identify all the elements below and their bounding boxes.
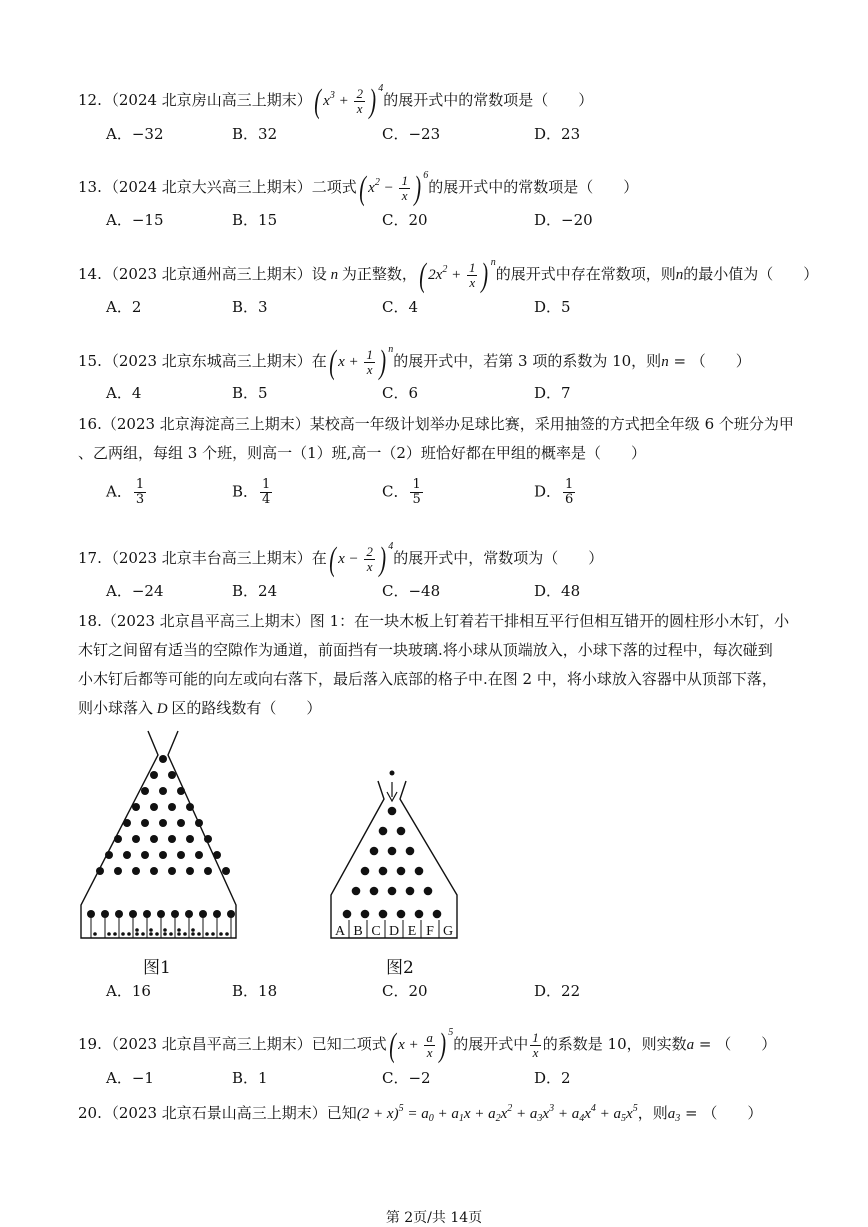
peg (343, 910, 352, 919)
ball (183, 932, 187, 936)
numerator: 1 (135, 477, 145, 492)
peg (388, 807, 397, 816)
ball (93, 932, 97, 936)
fraction (563, 478, 575, 507)
question-line (78, 410, 798, 439)
math-expression: $(2 + x)^5 = a_0 + a_1x + a_2x^2 + a_3x^3 + a_4x^4 + a_5x^5$ (356, 1103, 638, 1124)
options-17 (106, 578, 806, 608)
math-var: n (326, 267, 342, 283)
question-text: （2023 北京海淀高三上期末）某校高一年级计划举办足球比赛，采用抽签的方式把全年级 6 个班分为甲 (101, 415, 794, 433)
peg (204, 867, 212, 875)
options-19 (106, 1065, 806, 1095)
math-expression: ( $2x^2$ + $\frac{1}{x}$ ) $^n$ (419, 256, 496, 294)
option-d[interactable]: D．7 (534, 384, 571, 402)
question-text: 的展开式中，常数项为（ ） (393, 549, 604, 567)
ball (205, 932, 209, 936)
math-var: n (675, 267, 684, 283)
options-12 (106, 121, 806, 151)
question-text: 区的路线数有（ ） (171, 699, 322, 717)
math-expression: ( x + $\frac{a}{x}$ ) $^5$ (389, 1026, 454, 1064)
question-text: （2023 北京昌平高三上期末）图 1：在一块木板上钉着若干排相互平行但相互错开的圆柱形小木钉，小 (101, 612, 790, 630)
option-d[interactable]: D．−20 (534, 211, 593, 229)
option-a[interactable]: A．−1 (106, 1069, 154, 1087)
peg (415, 867, 424, 876)
math-var: $a_3$ (667, 1106, 681, 1124)
option-c[interactable]: C．−2 (382, 1069, 431, 1087)
option-label: D． (534, 482, 562, 501)
question-16 (78, 410, 798, 468)
option-b[interactable]: B．18 (232, 982, 278, 1000)
peg (168, 867, 176, 875)
figure-1-galton-board (81, 731, 236, 938)
option-c[interactable]: C．4 (382, 298, 419, 316)
peg (379, 827, 388, 836)
question-text: 的展开式中的常数项是（ ） (428, 178, 639, 196)
option-d[interactable]: D．23 (534, 125, 581, 143)
question-source: （2023 北京丰台高三上期末）在 (103, 549, 327, 567)
figure-1-caption: 图1 (143, 958, 171, 978)
peg (213, 851, 221, 859)
peg (433, 910, 442, 919)
peg (141, 819, 149, 827)
numerator: 1 (262, 477, 271, 492)
peg (186, 867, 194, 875)
page-footer: 第 2页/共 14页 (385, 1210, 483, 1226)
figure-2-galton-board (331, 771, 457, 940)
ball (141, 932, 145, 936)
question-source: （2024 北京房山高三上期末） (103, 91, 312, 109)
question-15: 15. （2023 北京东城高三上期末）在( x + $\frac{1}{x}$ ) $^n$的展开式中，若第 3 项的系数为 10，则n = （ ） (78, 343, 751, 381)
peg (141, 851, 149, 859)
math-expression: ( x − $\frac{2}{x}$ ) $^4$ (329, 540, 394, 578)
question-number: 12. (78, 91, 102, 109)
option-b[interactable]: B．24 (232, 582, 278, 600)
question-14 (78, 250, 818, 293)
bin-label-G: G (442, 924, 454, 939)
peg (370, 847, 379, 856)
ball (177, 932, 181, 936)
question-number: 16. (78, 415, 102, 433)
question-number: 15. (78, 352, 102, 370)
peg (168, 771, 176, 779)
figure-2-caption: 图2 (386, 958, 414, 978)
question-text: 小木钉后都等可能的向左或向右落下，最后落入底部的格子中.在图 2 中，将小球放入容器中从顶部下落， (78, 670, 777, 688)
fraction (260, 478, 272, 507)
ball (211, 932, 215, 936)
option-label: B． (232, 482, 259, 501)
ball (121, 932, 125, 936)
ball (107, 932, 111, 936)
question-number: 14. (78, 265, 102, 283)
peg (195, 851, 203, 859)
question-number: 20. (78, 1104, 102, 1122)
fraction: $\frac{1}{x}$ (532, 1029, 539, 1060)
peg (186, 835, 194, 843)
numerator: 1 (412, 477, 421, 492)
galton-board-figures (0, 725, 868, 985)
option-a[interactable]: A．4 (106, 384, 142, 402)
options-14 (106, 294, 806, 324)
question-text: 、乙两组，每组 3 个班，则高一（1）班,高一（2）班恰好都在甲组的概率是（ ） (78, 444, 646, 462)
ball (113, 932, 117, 936)
peg (159, 787, 167, 795)
math-var: D (153, 701, 172, 717)
option-c[interactable]: C．6 (382, 384, 419, 402)
peg (424, 887, 433, 896)
question-number: 18. (78, 612, 102, 630)
question-number: 17. (78, 549, 102, 567)
peg (168, 835, 176, 843)
bin-label-F: F (426, 924, 434, 939)
option-d[interactable] (534, 478, 577, 507)
bin-label-C: C (371, 924, 381, 939)
peg (132, 835, 140, 843)
option-b[interactable] (232, 478, 274, 507)
question-text: 的展开式中存在常数项，则 (495, 265, 676, 283)
denominator: 4 (262, 492, 271, 507)
math-expression: ( $x^2$ − $\frac{1}{x}$ ) $^6$ (359, 169, 429, 207)
question-text: 的展开式中的常数项是（ ） (383, 91, 594, 109)
question-18 (78, 607, 798, 724)
peg (150, 771, 158, 779)
question-source: （2024 北京大兴高三上期末）二项式 (103, 178, 357, 196)
peg (186, 803, 194, 811)
ball (163, 932, 167, 936)
ball (197, 932, 201, 936)
peg (132, 803, 140, 811)
peg (123, 851, 131, 859)
option-c[interactable]: C．20 (382, 211, 428, 229)
peg (123, 819, 131, 827)
peg (352, 887, 361, 896)
board-outline (81, 731, 236, 938)
option-label: C． (382, 482, 409, 501)
question-text: （ ） (702, 1104, 763, 1122)
option-d[interactable]: D．22 (534, 982, 581, 1000)
option-b[interactable]: B．15 (232, 211, 278, 229)
fraction (134, 478, 146, 507)
question-source: （2023 北京昌平高三上期末）已知二项式 (103, 1035, 387, 1053)
peg (379, 867, 388, 876)
peg (114, 867, 122, 875)
question-line (78, 607, 798, 636)
peg (397, 827, 406, 836)
options-16 (106, 478, 806, 518)
peg (150, 867, 158, 875)
question-source: （2023 北京通州高三上期末）设 (103, 265, 327, 283)
option-a[interactable] (106, 478, 148, 507)
question-17 (78, 534, 603, 577)
question-line (78, 694, 798, 724)
option-label: A． (106, 482, 132, 501)
peg (114, 835, 122, 843)
peg (397, 910, 406, 919)
bin-label-A: A (334, 924, 346, 939)
ball (390, 771, 395, 776)
peg (159, 851, 167, 859)
ball (135, 932, 139, 936)
option-c[interactable] (382, 478, 425, 507)
ball (149, 932, 153, 936)
question-text: 木钉之间留有适当的空隙作为通道，前面挡有一块玻璃.将小球从顶端放入，小球下落的过程中，每次碰到 (78, 641, 773, 659)
peg (150, 803, 158, 811)
option-d[interactable]: D．5 (534, 298, 571, 316)
option-b[interactable]: B．32 (232, 125, 278, 143)
question-source: （2023 北京石景山高三上期末）已知 (103, 1104, 357, 1122)
fraction (410, 478, 422, 507)
question-text: 的展开式中，若第 3 项的系数为 10，则 (393, 352, 662, 370)
option-a[interactable]: A．2 (106, 298, 142, 316)
denominator: 3 (135, 492, 145, 507)
bin-label-B: B (353, 924, 363, 939)
ball (177, 928, 181, 932)
peg (204, 835, 212, 843)
denominator: 5 (412, 492, 421, 507)
peg (195, 819, 203, 827)
peg (132, 867, 140, 875)
peg (415, 910, 424, 919)
peg (141, 787, 149, 795)
question-number: 19. (78, 1035, 102, 1053)
option-b[interactable]: B．3 (232, 298, 268, 316)
numerator: 1 (565, 477, 574, 492)
option-a[interactable]: A．16 (106, 982, 151, 1000)
bin-label-E: E (407, 924, 417, 939)
question-text: 的最小值为（ ） (683, 265, 819, 283)
ball (191, 932, 195, 936)
option-a[interactable]: A．−15 (106, 211, 164, 229)
question-text: 则小球落入 (78, 699, 154, 717)
question-19: 19. （2023 北京昌平高三上期末）已知二项式( x + $\frac{a}{x}$ ) $^5$的展开式中 $\frac{1}{x}$ 的系数是 10，则实数a = （ ） (78, 1026, 777, 1064)
math-var: a (686, 1037, 695, 1053)
peg (159, 819, 167, 827)
option-a[interactable]: A．−24 (106, 582, 164, 600)
peg (361, 867, 370, 876)
option-c[interactable]: C．−23 (382, 125, 441, 143)
peg (222, 867, 230, 875)
peg (406, 847, 415, 856)
option-a[interactable]: A．−32 (106, 125, 164, 143)
peg (159, 755, 167, 763)
peg (177, 851, 185, 859)
math-expression: ( x + $\frac{1}{x}$ ) $^n$ (329, 343, 394, 381)
ball (219, 932, 223, 936)
peg (379, 910, 388, 919)
peg (177, 819, 185, 827)
peg (388, 887, 397, 896)
option-c[interactable]: C．20 (382, 982, 428, 1000)
bin-label-D: D (388, 924, 400, 939)
ball (225, 932, 229, 936)
peg (388, 847, 397, 856)
peg (177, 787, 185, 795)
question-text: 的系数是 10，则实数 (542, 1035, 687, 1053)
question-text: 为正整数， (341, 265, 417, 283)
ball (191, 928, 195, 932)
ball (127, 932, 131, 936)
option-b[interactable]: B．1 (232, 1069, 268, 1087)
ball (155, 932, 159, 936)
ball (169, 932, 173, 936)
question-12 (78, 76, 593, 119)
math-expression: ( $x^3$ + $\frac{2}{x}$ ) $^4$ (314, 82, 384, 120)
peg (397, 867, 406, 876)
option-d[interactable]: D．48 (534, 582, 581, 600)
options-15 (106, 380, 806, 410)
peg (168, 803, 176, 811)
peg (370, 887, 379, 896)
options-13 (106, 207, 806, 237)
denominator: 6 (565, 492, 574, 507)
peg (361, 910, 370, 919)
ball (135, 928, 139, 932)
question-number: 13. (78, 178, 102, 196)
peg (105, 851, 113, 859)
option-b[interactable]: B．5 (232, 384, 268, 402)
question-text: ，则 (637, 1104, 668, 1122)
peg (150, 835, 158, 843)
question-20: 20. （2023 北京石景山高三上期末）已知$(2 + x)^5 = a_0 + a_1x + a_2x^2 + a_3x^3 + a_4x^4 + a_5x^5$，则$a_3$ = （ ） (78, 1103, 763, 1124)
question-13 (78, 163, 638, 206)
option-c[interactable]: C．−48 (382, 582, 441, 600)
ball (163, 928, 167, 932)
question-source: （2023 北京东城高三上期末）在 (103, 352, 327, 370)
peg (96, 867, 104, 875)
ball (149, 928, 153, 932)
option-d[interactable]: D．2 (534, 1069, 571, 1087)
options-18 (106, 978, 806, 1008)
question-text: （ ） (690, 352, 751, 370)
math-var: n (661, 354, 669, 370)
question-text: （ ） (716, 1035, 777, 1053)
peg (406, 887, 415, 896)
question-text: 的展开式中 (453, 1035, 529, 1053)
